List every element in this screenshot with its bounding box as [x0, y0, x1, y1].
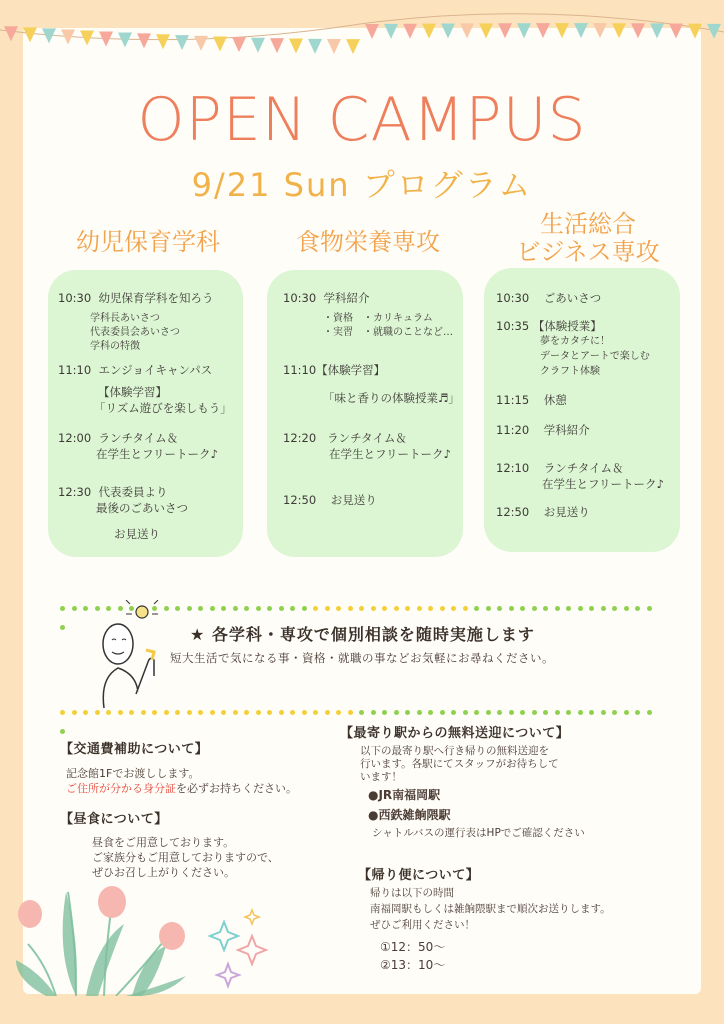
schedule-row: [58, 430, 178, 446]
divider-dot: [279, 606, 284, 611]
divider-dot: [290, 606, 295, 611]
divider-dot: [463, 606, 468, 611]
divider-dot: [256, 710, 261, 715]
bunting-flag: [194, 36, 208, 51]
divider-dot: [543, 710, 548, 715]
divider-dot: [141, 710, 146, 715]
divider-dot: [244, 606, 249, 611]
bunting-flag: [555, 23, 569, 38]
schedule-row: [58, 484, 167, 500]
program-card-nutrition: [267, 270, 463, 557]
divider-dot: [210, 710, 215, 715]
bunting-flag: [460, 23, 474, 38]
divider-dot: [72, 710, 77, 715]
bunting-flag: [498, 23, 512, 38]
divider-dot: [175, 606, 180, 611]
bunting-flag: [574, 23, 588, 38]
divider-dot: [589, 606, 594, 611]
dept-name-business-line1: 生活総合: [540, 210, 636, 238]
bunting-flag: [593, 23, 607, 38]
divider-dot: [520, 710, 525, 715]
schedule-text: ランチタイム＆: [543, 461, 624, 475]
schedule-text: お見送り: [114, 527, 160, 541]
divider-dot: [440, 710, 445, 715]
divider-dot: [382, 606, 387, 611]
transport-heading: 【交通費補助について】: [60, 742, 209, 757]
divider-dot: [647, 606, 652, 611]
bunting-flag: [251, 38, 265, 53]
divider-dot: [83, 606, 88, 611]
bunting-flag: [118, 32, 132, 47]
divider-dot: [601, 710, 606, 715]
bunting-flag: [270, 38, 284, 53]
bunting-flag: [517, 23, 531, 38]
bunting-flag: [384, 24, 398, 39]
divider-dot: [302, 606, 307, 611]
schedule-text: 【体験授業】: [532, 319, 602, 333]
divider-dot: [520, 606, 525, 611]
schedule-detail: 夢をカタチに！: [540, 336, 610, 347]
schedule-subitem: ・資格 ・カリキュラム: [323, 313, 433, 324]
divider-dot: [175, 710, 180, 715]
divider-dot: [405, 606, 410, 611]
schedule-row: [496, 290, 601, 306]
divider-dot: [244, 710, 249, 715]
divider-dot: [187, 606, 192, 611]
schedule-text: 学科紹介: [543, 423, 590, 437]
divider-dot: [566, 710, 571, 715]
bunting-flag: [23, 27, 37, 42]
transport-line: [66, 781, 297, 796]
schedule-subitem: 学科長あいさつ: [90, 313, 160, 324]
divider-dot: [233, 606, 238, 611]
bunting-flag: [137, 33, 151, 48]
program-card-business: [484, 268, 680, 552]
bunting-flag: [612, 23, 626, 38]
schedule-row: [496, 504, 590, 520]
divider-dot: [612, 606, 617, 611]
shuttle-line: います！: [360, 771, 402, 783]
schedule-time: 12:50: [496, 505, 530, 519]
bunting-flag: [631, 23, 645, 38]
divider-dot: [164, 710, 169, 715]
divider-dot: [256, 606, 261, 611]
divider-dot: [612, 710, 617, 715]
divider-dot: [566, 606, 571, 611]
divider-dot: [60, 710, 65, 715]
schedule-time: 11:15: [496, 393, 530, 407]
program-card-childcare: [48, 270, 243, 557]
return-line: ぜひご利用ください！: [370, 919, 475, 931]
divider-dot: [428, 710, 433, 715]
bunting-flag: [441, 24, 455, 39]
divider-dot: [647, 710, 652, 715]
divider-dot: [302, 710, 307, 715]
schedule-row: [496, 422, 590, 438]
lunch-line: ぜひお召し上がりください。: [92, 866, 235, 879]
schedule-text-cont: 在学生とフリートーク♪: [329, 447, 451, 461]
divider-dot: [440, 606, 445, 611]
dept-name-nutrition: 食物栄養専攻: [296, 228, 440, 256]
station-jr-minami-fukuoka: ●JR南福岡駅: [368, 788, 441, 802]
schedule-row: [283, 492, 377, 508]
schedule-row: [496, 392, 567, 408]
schedule-text: 代表委員より: [98, 485, 168, 499]
schedule-row: [283, 430, 407, 446]
transport-id-highlight: ご住所が分かる身分証: [66, 782, 176, 795]
schedule-text: 【体験学習】: [316, 363, 386, 377]
divider-dot: [336, 710, 341, 715]
return-heading: 【帰り便について】: [358, 868, 480, 883]
thinking-person-illustration: [96, 600, 170, 710]
divider-dot: [325, 606, 330, 611]
divider-dot: [394, 710, 399, 715]
shuttle-line: 以下の最寄り駅へ行き帰りの無料送迎を: [360, 745, 549, 757]
divider-dot: [509, 606, 514, 611]
schedule-time: 12:20: [283, 431, 317, 445]
divider-dot: [532, 606, 537, 611]
schedule-row: [283, 290, 369, 306]
divider-dot: [60, 625, 65, 630]
divider-dot: [428, 606, 433, 611]
divider-dot: [474, 710, 479, 715]
page-subtitle: 9/21 Sun プログラム: [191, 166, 533, 204]
divider-dot: [60, 729, 65, 734]
divider-dot: [267, 606, 272, 611]
divider-dot: [624, 710, 629, 715]
bunting-flag: [479, 23, 493, 38]
dept-name-childcare: 幼児保育学科: [76, 228, 220, 256]
schedule-detail: 【体験学習】: [98, 385, 167, 399]
shuttle-note: シャトルバスの運行表はHPでご確認ください: [372, 827, 585, 839]
schedule-subitem: 学科の特徴: [90, 341, 140, 352]
schedule-time: 11:10: [283, 363, 317, 377]
schedule-text: お見送り: [543, 505, 590, 519]
shuttle-heading: 【最寄り駅からの無料送迎について】: [340, 726, 570, 741]
lunch-line: 昼食をご用意しております。: [92, 836, 235, 849]
return-time: ①12：50～: [380, 940, 446, 954]
divider-dot: [624, 606, 629, 611]
schedule-text-cont: 在学生とフリートーク♪: [96, 447, 218, 461]
divider-dot: [336, 606, 341, 611]
divider-dot: [589, 710, 594, 715]
schedule-text: 学科紹介: [323, 291, 370, 305]
schedule-row: [58, 290, 213, 306]
bunting-flag: [289, 39, 303, 54]
bunting-decoration: [0, 0, 724, 70]
divider-dot: [313, 606, 318, 611]
dept-name-business: [488, 210, 688, 266]
schedule-text: 休憩: [543, 393, 567, 407]
divider-dot: [129, 710, 134, 715]
consult-subtext: 短大生活で気になる事・資格・就職の事などお気軽にお尋ねください。: [170, 651, 554, 665]
schedule-time: 10:30: [58, 291, 92, 305]
divider-dot: [497, 606, 502, 611]
divider-dot: [325, 710, 330, 715]
schedule-time: 10:30: [283, 291, 317, 305]
divider-dot: [72, 606, 77, 611]
divider-dot: [60, 606, 65, 611]
bunting-flag: [213, 37, 227, 52]
divider-dot: [371, 606, 376, 611]
divider-dot: [635, 710, 640, 715]
divider-dot: [118, 710, 123, 715]
schedule-time: 10:30: [496, 291, 530, 305]
divider-dot: [601, 606, 606, 611]
divider-dot: [532, 710, 537, 715]
schedule-text: エンジョイキャンパス: [98, 363, 213, 377]
divider-dot: [635, 606, 640, 611]
schedule-time: 10:35: [496, 319, 530, 333]
bunting-flag: [403, 24, 417, 39]
divider-dot: [348, 606, 353, 611]
schedule-row: [283, 362, 385, 378]
divider-dot: [233, 710, 238, 715]
divider-dot: [221, 710, 226, 715]
bunting-flag: [422, 24, 436, 39]
divider-dot: [417, 710, 422, 715]
schedule-subitem: 代表委員会あいさつ: [90, 327, 180, 338]
bunting-flag: [4, 26, 18, 41]
schedule-text: 幼児保育学科を知ろう: [98, 291, 214, 305]
schedule-time: 11:10: [58, 363, 92, 377]
bunting-flag: [156, 34, 170, 49]
divider-dot: [279, 710, 284, 715]
divider-dot: [348, 710, 353, 715]
divider-dot: [555, 710, 560, 715]
divider-dot: [509, 710, 514, 715]
bunting-flag: [688, 24, 702, 39]
divider-dot: [313, 710, 318, 715]
divider-dot: [187, 710, 192, 715]
divider-dot: [578, 606, 583, 611]
schedule-time: 12:50: [283, 493, 317, 507]
schedule-text: ランチタイム＆: [327, 431, 407, 445]
schedule-text: ランチタイム＆: [98, 431, 179, 445]
schedule-subitem: ・実習 ・就職のことなど…: [323, 327, 453, 338]
divider-dot: [290, 710, 295, 715]
divider-dot: [359, 710, 364, 715]
divider-dot: [497, 710, 502, 715]
lunch-line: ご家族分もご用意しておりますので、: [92, 851, 279, 864]
sparkle-decoration: [206, 908, 276, 992]
return-line: 帰りは以下の時間: [370, 887, 454, 899]
schedule-detail: 「リズム遊びを楽しもう」: [94, 401, 232, 415]
transport-line-rest: を必ずお持ちください。: [176, 782, 297, 795]
divider-dot: [371, 710, 376, 715]
bunting-flag: [650, 23, 664, 38]
transport-line: 記念館1Fでお渡しします。: [66, 767, 200, 780]
schedule-detail: 「味と香りの体験授業♬」: [323, 391, 460, 405]
divider-dot: [198, 606, 203, 611]
divider-dot: [106, 710, 111, 715]
dept-name-business-line2: ビジネス専攻: [516, 238, 660, 266]
bunting-flag: [308, 39, 322, 54]
schedule-detail: クラフト体験: [540, 366, 600, 377]
divider-dot: [152, 710, 157, 715]
divider-dot: [210, 606, 215, 611]
schedule-time: 12:10: [496, 461, 530, 475]
divider-dot: [394, 606, 399, 611]
lunch-heading: 【昼食について】: [60, 812, 168, 827]
bunting-flag: [365, 24, 379, 39]
divider-dot: [198, 710, 203, 715]
bunting-flag: [346, 39, 360, 54]
return-time: ②13：10～: [380, 958, 446, 972]
bunting-flag: [327, 39, 341, 54]
divider-dot: [474, 606, 479, 611]
divider-dot: [555, 606, 560, 611]
schedule-row: [496, 318, 602, 334]
schedule-row: [496, 460, 623, 476]
divider-dot: [486, 606, 491, 611]
divider-dot: [95, 710, 100, 715]
return-line: 南福岡駅もしくは雑餉隈駅まで順次お送りします。: [370, 903, 611, 915]
schedule-time: 11:20: [496, 423, 530, 437]
divider-dot: [451, 606, 456, 611]
divider-dot: [267, 710, 272, 715]
page-title: OPEN CAMPUS: [137, 85, 587, 155]
bunting-flag: [669, 24, 683, 39]
bunting-flag: [175, 35, 189, 50]
divider-dot: [405, 710, 410, 715]
divider-dot: [221, 606, 226, 611]
schedule-text: お見送り: [330, 493, 377, 507]
schedule-row: [58, 362, 212, 378]
divider-dot: [486, 710, 491, 715]
tulip-illustration: [16, 884, 196, 996]
schedule-text-cont: 在学生とフリートーク♪: [542, 477, 664, 491]
divider-dot: [382, 710, 387, 715]
schedule-text: ごあいさつ: [543, 291, 602, 305]
bunting-flag: [536, 23, 550, 38]
divider-dot: [83, 710, 88, 715]
schedule-detail: データとアートで楽しむ: [540, 351, 650, 362]
shuttle-line: 行います。各駅にてスタッフがお待ちして: [360, 758, 559, 770]
schedule-time: 12:00: [58, 431, 92, 445]
divider-dot: [578, 710, 583, 715]
divider-dot: [463, 710, 468, 715]
consult-heading: ★ 各学科・専攻で個別相談を随時実施します: [190, 625, 535, 644]
divider-dot: [417, 606, 422, 611]
bunting-flag: [232, 37, 246, 52]
divider-dot: [451, 710, 456, 715]
divider-dot: [543, 606, 548, 611]
station-nishitetsu-zasshonokuma: ●西鉄雑餉隈駅: [368, 808, 451, 822]
schedule-time: 12:30: [58, 485, 92, 499]
schedule-text-cont: 最後のごあいさつ: [96, 501, 188, 515]
divider-dot: [359, 606, 364, 611]
